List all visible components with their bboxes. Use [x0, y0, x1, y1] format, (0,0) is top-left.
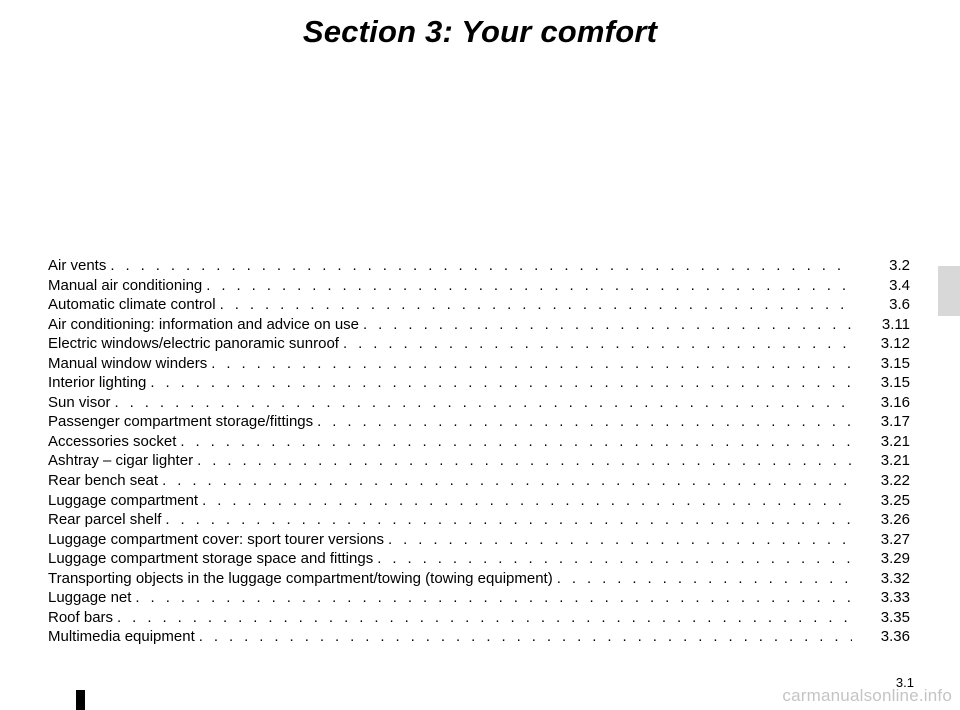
toc-entry-label: Air conditioning: information and advice on use: [48, 315, 360, 333]
toc-entry[interactable]: [48, 451, 910, 471]
toc-entry-page: 3.2: [889, 257, 910, 274]
toc-dot-leader: [211, 354, 852, 374]
toc-entry[interactable]: [48, 393, 910, 413]
toc-entry[interactable]: [48, 256, 910, 276]
toc-entry-label: Interior lighting: [48, 374, 147, 392]
page-title: Section 3: Your comfort: [302, 14, 658, 49]
toc-entry[interactable]: [48, 588, 910, 608]
toc-dot-leader: [317, 412, 852, 432]
crop-mark: [76, 690, 85, 710]
toc-dot-leader: [150, 373, 852, 393]
toc-dot-leader: [557, 569, 852, 589]
toc-dot-leader: [220, 295, 852, 315]
toc-entry[interactable]: [48, 569, 910, 589]
toc-entry-label: Transporting objects in the luggage compartment/towing (towing equipment): [48, 569, 553, 587]
toc-entry[interactable]: [48, 432, 910, 452]
toc-entry-label: Passenger compartment storage/fittings: [48, 413, 314, 431]
toc-dot-leader: [363, 315, 852, 335]
page-number: 3.1: [895, 675, 914, 690]
toc-entry-label: Multimedia equipment: [48, 628, 195, 646]
toc-dot-leader: [206, 276, 852, 296]
toc-entry-page: 3.27: [880, 530, 910, 548]
toc-entry-label: Luggage compartment cover: sport tourer versions: [48, 530, 384, 548]
toc-dot-leader: [117, 608, 852, 628]
toc-entry-page: 3.16: [880, 393, 910, 411]
toc-entry-page: 3.4: [889, 276, 910, 294]
toc-dot-leader: [110, 256, 852, 276]
toc-entry-label: Luggage net: [48, 589, 132, 607]
toc-entry-label: Luggage compartment storage space and fittings: [48, 550, 374, 568]
toc-entry[interactable]: [48, 412, 910, 432]
toc-dot-leader: [165, 510, 852, 530]
toc-entry[interactable]: [48, 334, 910, 354]
toc-entry-page: 3.12: [880, 335, 910, 353]
toc-dot-leader: [162, 471, 852, 491]
toc-entry-label: Manual air conditioning: [48, 276, 203, 294]
toc-dot-leader: [115, 393, 852, 413]
toc-entry[interactable]: [48, 276, 910, 296]
toc-entry[interactable]: [48, 549, 910, 569]
toc-entry-label: Rear bench seat: [48, 472, 159, 490]
toc-entry-label: Roof bars: [48, 608, 114, 626]
toc-entry[interactable]: [48, 315, 910, 335]
toc-entry-page: 3.25: [880, 491, 910, 509]
toc-dot-leader: [202, 491, 852, 511]
watermark: carmanualsonline.info: [782, 686, 952, 705]
toc-entry-page: 3.36: [880, 628, 910, 646]
toc-dot-leader: [180, 432, 852, 452]
toc-entry-page: 3.6: [889, 296, 910, 314]
toc-entry-label: Accessories socket: [48, 432, 177, 450]
table-of-contents: [48, 256, 910, 647]
toc-entry-label: Ashtray – cigar lighter: [48, 452, 194, 470]
toc-dot-leader: [377, 549, 852, 569]
toc-entry[interactable]: [48, 471, 910, 491]
toc-entry-label: Air vents: [48, 257, 107, 274]
toc-entry[interactable]: [48, 627, 910, 647]
toc-entry-page: 3.33: [880, 589, 910, 607]
toc-entry-page: 3.11: [881, 315, 910, 333]
toc-entry-page: 3.29: [880, 550, 910, 568]
toc-entry[interactable]: [48, 354, 910, 374]
toc-entry-label: Rear parcel shelf: [48, 511, 162, 529]
toc-entry-page: 3.32: [880, 569, 910, 587]
toc-entry-page: 3.15: [880, 374, 910, 392]
toc-entry[interactable]: [48, 295, 910, 315]
toc-dot-leader: [388, 530, 852, 550]
toc-dot-leader: [197, 451, 852, 471]
toc-entry-label: Manual window winders: [48, 354, 208, 372]
toc-entry-page: 3.26: [880, 511, 910, 529]
toc-entry-page: 3.21: [880, 432, 910, 450]
toc-dot-leader: [199, 627, 852, 647]
toc-entry[interactable]: [48, 491, 910, 511]
toc-entry[interactable]: [48, 510, 910, 530]
toc-entry-label: Luggage compartment: [48, 491, 199, 509]
toc-entry-label: Automatic climate control: [48, 296, 216, 314]
toc-dot-leader: [135, 588, 852, 608]
toc-entry-page: 3.35: [880, 608, 910, 626]
toc-entry[interactable]: [48, 373, 910, 393]
toc-entry-page: 3.21: [880, 452, 910, 470]
toc-entry-label: Electric windows/electric panoramic sunroof: [48, 335, 339, 353]
toc-entry-page: 3.17: [880, 413, 910, 431]
toc-entry-page: 3.15: [880, 354, 910, 372]
toc-entry[interactable]: [48, 608, 910, 628]
toc-entry-label: Sun visor: [48, 393, 111, 411]
toc-dot-leader: [343, 334, 852, 354]
toc-entry-page: 3.22: [880, 472, 910, 490]
section-tab-marker: [938, 266, 960, 316]
toc-entry[interactable]: [48, 530, 910, 550]
